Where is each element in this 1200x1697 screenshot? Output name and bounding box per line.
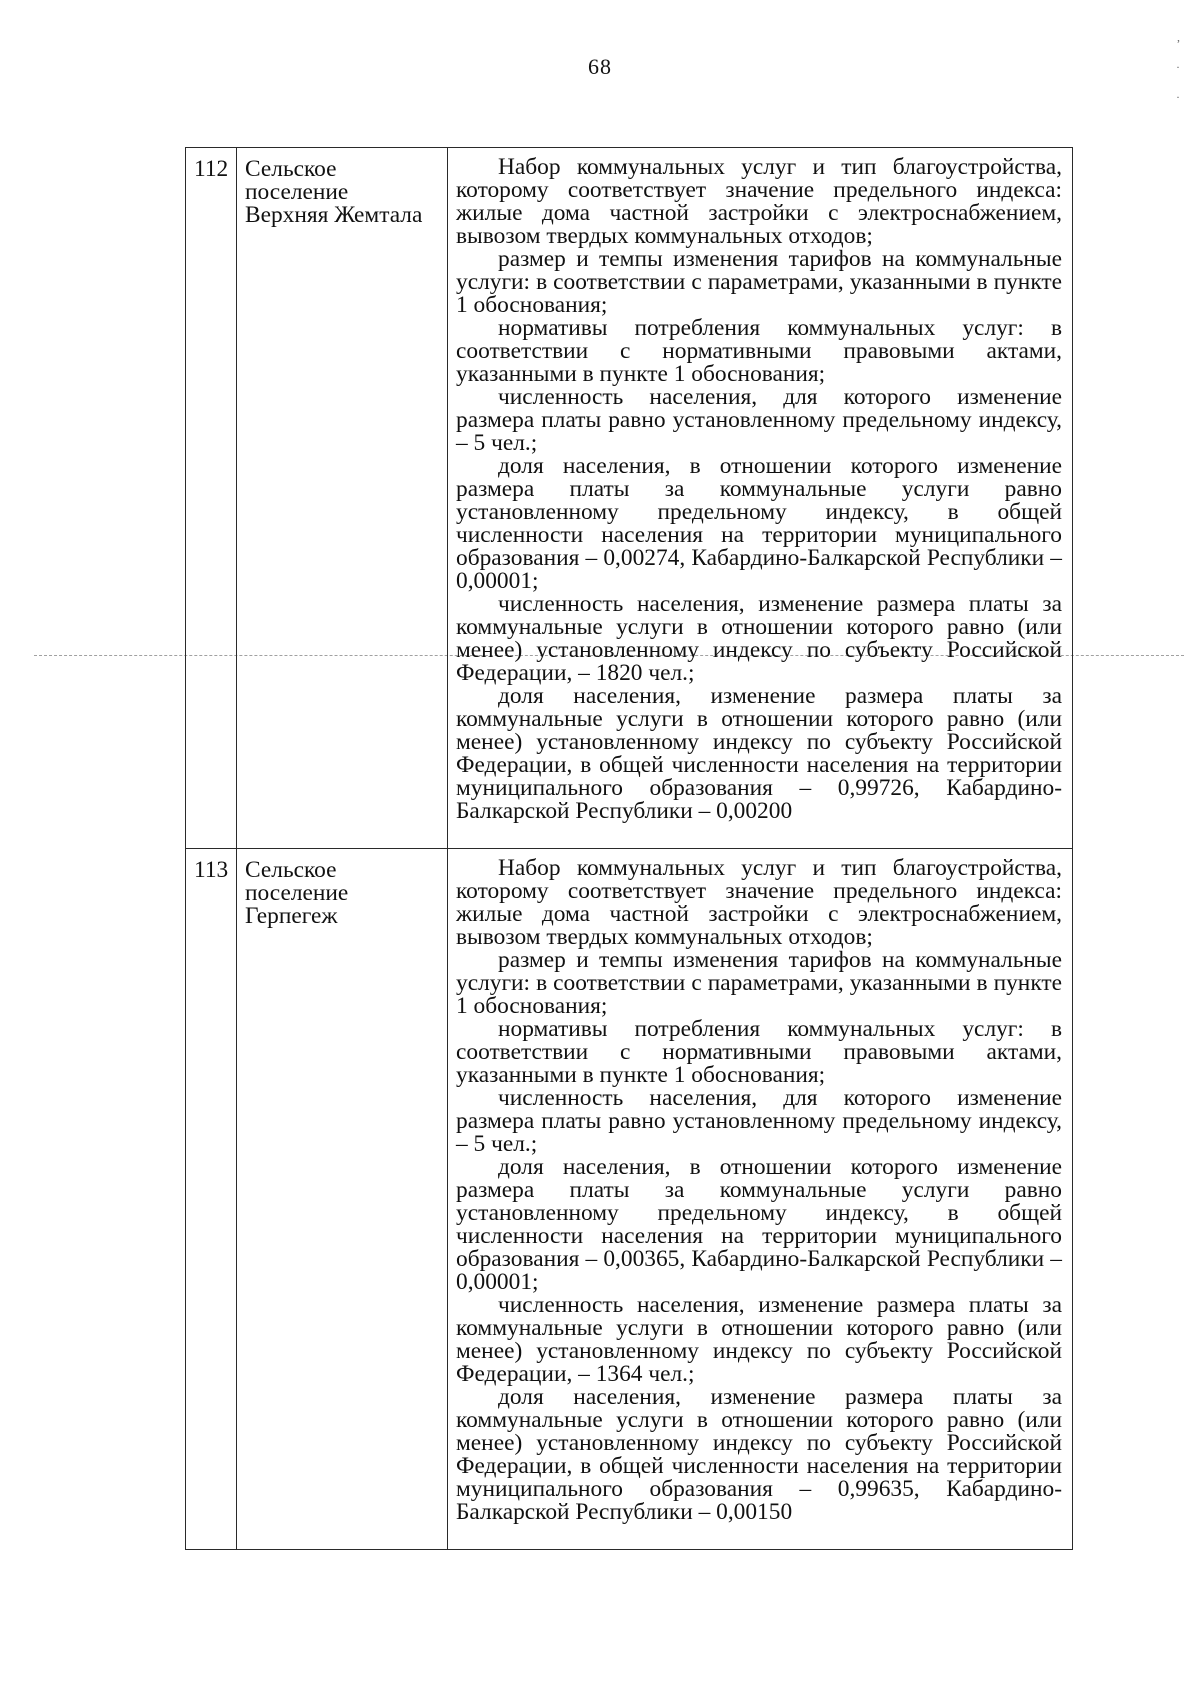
description-paragraph: численность населения, изменение размера платы за коммунальные услуги в отношении которого равно (или менее) установленному индексу по субъекту Российской Федерации, – 1364 чел.; xyxy=(456,1292,1062,1387)
description-paragraph: Набор коммунальных услуг и тип благоустройства, которому соответствует значение предельного индекса: жилые дома частной застройки с электроснабжением, вывозом твердых коммунальных отходов; xyxy=(456,855,1062,950)
municipality-name-line: поселение xyxy=(245,179,349,205)
description-paragraph: доля населения, в отношении которого изменение размера платы за коммунальные услуги равно установленному предельному индексу, в общей численности населения на территории муниципального образования – 0,00274, Кабардино-Балкарской Республики – 0,00001; xyxy=(456,453,1062,594)
indicator-table xyxy=(185,147,1073,1550)
description-paragraph: численность населения, для которого изменение размера платы равно установленному предельному индексу, – 5 чел.; xyxy=(456,1085,1062,1157)
description-paragraph: численность населения, для которого изменение размера платы равно установленному предельному индексу, – 5 чел.; xyxy=(456,384,1062,456)
row-number: 113 xyxy=(186,849,237,1550)
municipality-name xyxy=(237,148,448,849)
indicator-description xyxy=(448,148,1073,849)
description-paragraph: размер и темпы изменения тарифов на коммунальные услуги: в соответствии с параметрами, указанными в пункте 1 обоснования; xyxy=(456,246,1062,318)
description-paragraph: доля населения, изменение размера платы за коммунальные услуги в отношении которого равно (или менее) установленному индексу по субъекту Российской Федерации, в общей численности населения на территории муниципального образования – 0,99635, Кабардино-Балкарской Республики – 0,00150 xyxy=(456,1384,1062,1525)
description-paragraph: нормативы потребления коммунальных услуг: в соответствии с нормативными правовыми актами, указанными в пункте 1 обоснования; xyxy=(456,1016,1062,1088)
description-paragraph: доля населения, изменение размера платы за коммунальные услуги в отношении которого равно (или менее) установленному индексу по субъекту Российской Федерации, в общей численности населения на территории муниципального образования – 0,99726, Кабардино-Балкарской Республики – 0,00200 xyxy=(456,683,1062,824)
municipality-name-line: Сельское xyxy=(245,857,337,883)
page-number: 68 xyxy=(588,54,612,79)
municipality-name-line: поселение xyxy=(245,880,349,906)
municipality-name-line: Сельское xyxy=(245,156,337,182)
municipality-name-line: Герпегеж xyxy=(245,903,338,929)
row-number: 112 xyxy=(186,148,237,849)
description-paragraph: нормативы потребления коммунальных услуг: в соответствии с нормативными правовыми актами, указанными в пункте 1 обоснования; xyxy=(456,315,1062,387)
description-paragraph: доля населения, в отношении которого изменение размера платы за коммунальные услуги равно установленному предельному индексу, в общей численности населения на территории муниципального образования – 0,00365, Кабардино-Балкарской Республики – 0,00001; xyxy=(456,1154,1062,1295)
description-paragraph: численность населения, изменение размера платы за коммунальные услуги в отношении которого равно (или менее) установленному индексу по субъекту Российской Федерации, – 1820 чел.; xyxy=(456,591,1062,686)
municipality-name-line: Верхняя Жемтала xyxy=(245,202,423,228)
scan-marks: , · · xyxy=(1176,30,1180,104)
table-row xyxy=(186,148,1073,849)
municipality-name xyxy=(237,849,448,1550)
description-paragraph: размер и темпы изменения тарифов на коммунальные услуги: в соответствии с параметрами, указанными в пункте 1 обоснования; xyxy=(456,947,1062,1019)
indicator-description xyxy=(448,849,1073,1550)
description-paragraph: Набор коммунальных услуг и тип благоустройства, которому соответствует значение предельного индекса: жилые дома частной застройки с электроснабжением, вывозом твердых коммунальных отходов; xyxy=(456,154,1062,249)
table-row xyxy=(186,849,1073,1550)
